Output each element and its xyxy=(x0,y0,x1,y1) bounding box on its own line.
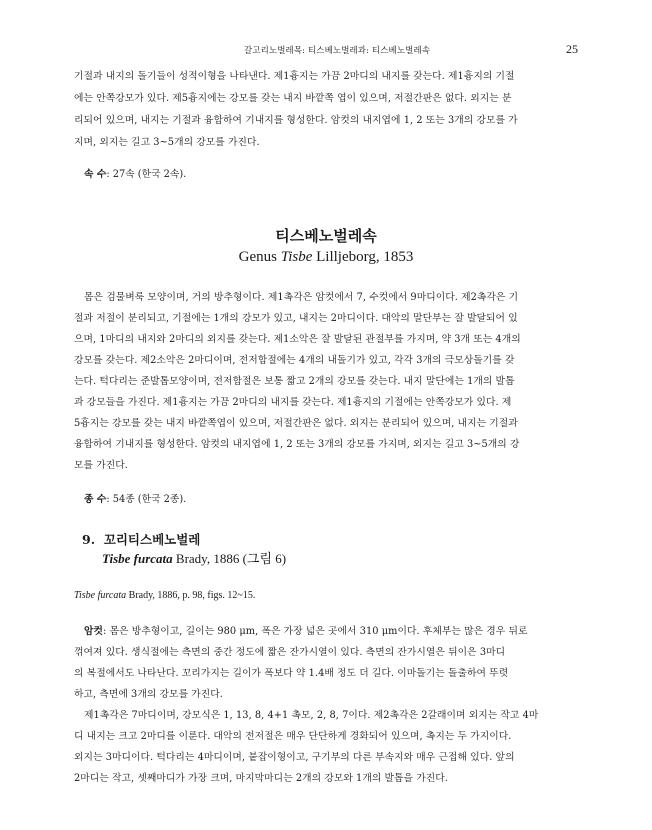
paragraph-4-line-2: 디 내지는 크고 2마디를 이룬다. 대악의 전저절은 매우 단단하게 경화되어 있으며, 촉지는 두 가지이다. xyxy=(74,731,512,742)
species-count-value: : 54종 (한국 2종). xyxy=(106,494,187,505)
species-korean-name: 꼬리티스베노벌레 xyxy=(103,532,201,547)
genus-count-value: : 27속 (한국 2속). xyxy=(106,169,187,180)
paragraph-4-line-1 xyxy=(74,707,578,725)
document-page xyxy=(74,0,578,830)
paragraph-2-line-3: 으며, 1마디의 내지와 2마디의 외지를 갖는다. 제1소악은 잘 발달된 관절부를 가지며, 약 3개 또는 4개의 xyxy=(74,334,521,345)
species-count-label: 종 수 xyxy=(84,494,107,505)
running-title: 갈고리노벌레목: 티스베노벌레과: 티스베노벌레속 xyxy=(244,46,431,56)
paragraph-2-line-2: 절과 저절이 분리되고, 기절에는 1개의 강모가 있고, 내지는 2마디이다. 대악의 말단부는 잘 발달되어 있 xyxy=(74,313,518,324)
paragraph-2-line-8: 융합하여 기내지를 형성한다. 암컷의 내지엽에 1, 2 또는 3개의 강모를 가지며, 외지는 길고 3~5개의 강 xyxy=(74,439,520,450)
paragraph-4-line-3: 외지는 3마디이다. 턱다리는 4마디이며, 붙잡이형이고, 구기부의 다른 부속지와 매우 근접해 있다. 앞의 xyxy=(74,752,515,763)
genus-prefix: Genus xyxy=(238,249,281,265)
paragraph-2-line-1 xyxy=(74,289,578,307)
running-header xyxy=(74,44,578,58)
species-count xyxy=(84,491,186,509)
paragraph-2-line-6: 과 강모들을 가진다. 제1흉지는 가끔 2마디의 내지를 갖는다. 제1흉지의 기절에는 안쪽강모가 있다. 제 xyxy=(74,397,512,408)
genus-count-label: 속 수 xyxy=(84,169,107,180)
paragraph-1-line-3: 리되어 있으며, 내지는 기절과 융합하여 기내지를 형성한다. 암컷의 내지엽에 1, 2 또는 3개의 강모를 가 xyxy=(74,115,518,126)
paragraph-3-line-4: 하고, 측면에 3개의 강모를 가진다. xyxy=(74,689,223,700)
species-author: Brady, 1886 (그림 6) xyxy=(172,551,287,566)
genus-latin-name: Tisbe xyxy=(280,249,313,265)
paragraph-1-line-1: 기절과 내지의 돌기들이 성적이형을 나타낸다. 제1흉지는 가끔 2마디의 내지를 갖는다. 제1흉지의 기절 xyxy=(74,71,515,82)
species-number: 9. xyxy=(82,532,96,547)
paragraph-4-line-4: 2마디는 작고, 셋째마디가 가장 크며, 마지막마디는 2개의 강모와 1개의 발톱을 가진다. xyxy=(74,773,448,784)
paragraph-2-line-1-text: 몸은 검물벼룩 모양이며, 거의 방추형이다. 제1촉각은 암컷에서 7, 수컷에서 9마디이다. 제2촉각은 기 xyxy=(84,292,519,303)
paragraph-1-line-4: 지며, 외지는 길고 3~5개의 강모를 가진다. xyxy=(74,137,260,148)
paragraph-2-line-9: 모를 가진다. xyxy=(74,460,128,471)
genus-korean-title: 티스베노벌레속 xyxy=(275,227,377,245)
paragraph-4-line-1-text: 제1촉각은 7마디이며, 강모식은 1, 13, 8, 4+1 촉모, 2, 8, 7이다. 제2촉각은 2갈래이며 외지는 작고 4마 xyxy=(84,710,539,721)
paragraph-3-line-1-text: : 몸은 방추형이고, 길이는 980 μm, 폭은 가장 넓은 곳에서 310 μm이다. 후체부는 많은 경우 뒤로 xyxy=(103,626,528,637)
paragraph-2-line-5: 는다. 턱다리는 준발톱모양이며, 전저합절은 보통 짧고 2개의 강모를 갖는다. 내지 말단에는 1개의 발톱 xyxy=(74,376,515,387)
paragraph-2-line-7: 5흉지는 강모를 갖는 내지 바깥쪽엽이 있으며, 저절간판은 없다. 외지는 분리되어 있으며, 내지는 기절과 xyxy=(74,418,518,429)
genus-count xyxy=(84,166,186,184)
paragraph-3-line-2: 꺾여져 있다. 생식절에는 측면의 중간 정도에 짧은 잔가시열이 있다. 측면의 잔가시열은 뒤이은 3마디 xyxy=(74,647,506,658)
paragraph-2-line-4: 강모를 갖는다. 제2소악은 2마디이며, 전저합절에는 4개의 내돌기가 있고, 각각 3개의 극모상돌기를 갖 xyxy=(74,355,515,366)
page-number: 25 xyxy=(566,42,578,56)
species-latin-heading xyxy=(102,550,286,568)
species-reference xyxy=(74,588,255,604)
paragraph-3-line-3: 의 복절에서도 나타난다. 꼬리가지는 길이가 폭보다 약 1.4배 정도 더 길다. 이마돌기는 돌출하여 뚜렷 xyxy=(74,668,509,679)
reference-latin: Tisbe furcata xyxy=(74,590,127,601)
paragraph-1-line-2: 에는 안쪽강모가 있다. 제5흉지에는 강모를 갖는 내지 바깥쪽 엽이 있으며, 저절간판은 없다. 외지는 분 xyxy=(74,93,512,104)
genus-latin-title xyxy=(74,247,578,267)
species-heading xyxy=(82,531,200,549)
female-label: 암컷 xyxy=(84,626,104,637)
paragraph-3-line-1 xyxy=(74,623,578,641)
genus-author: Lilljeborg, 1853 xyxy=(312,249,414,265)
species-latin-name: Tisbe furcata xyxy=(102,551,173,566)
reference-rest: Brady, 1886, p. 98, figs. 12~15. xyxy=(126,590,256,601)
